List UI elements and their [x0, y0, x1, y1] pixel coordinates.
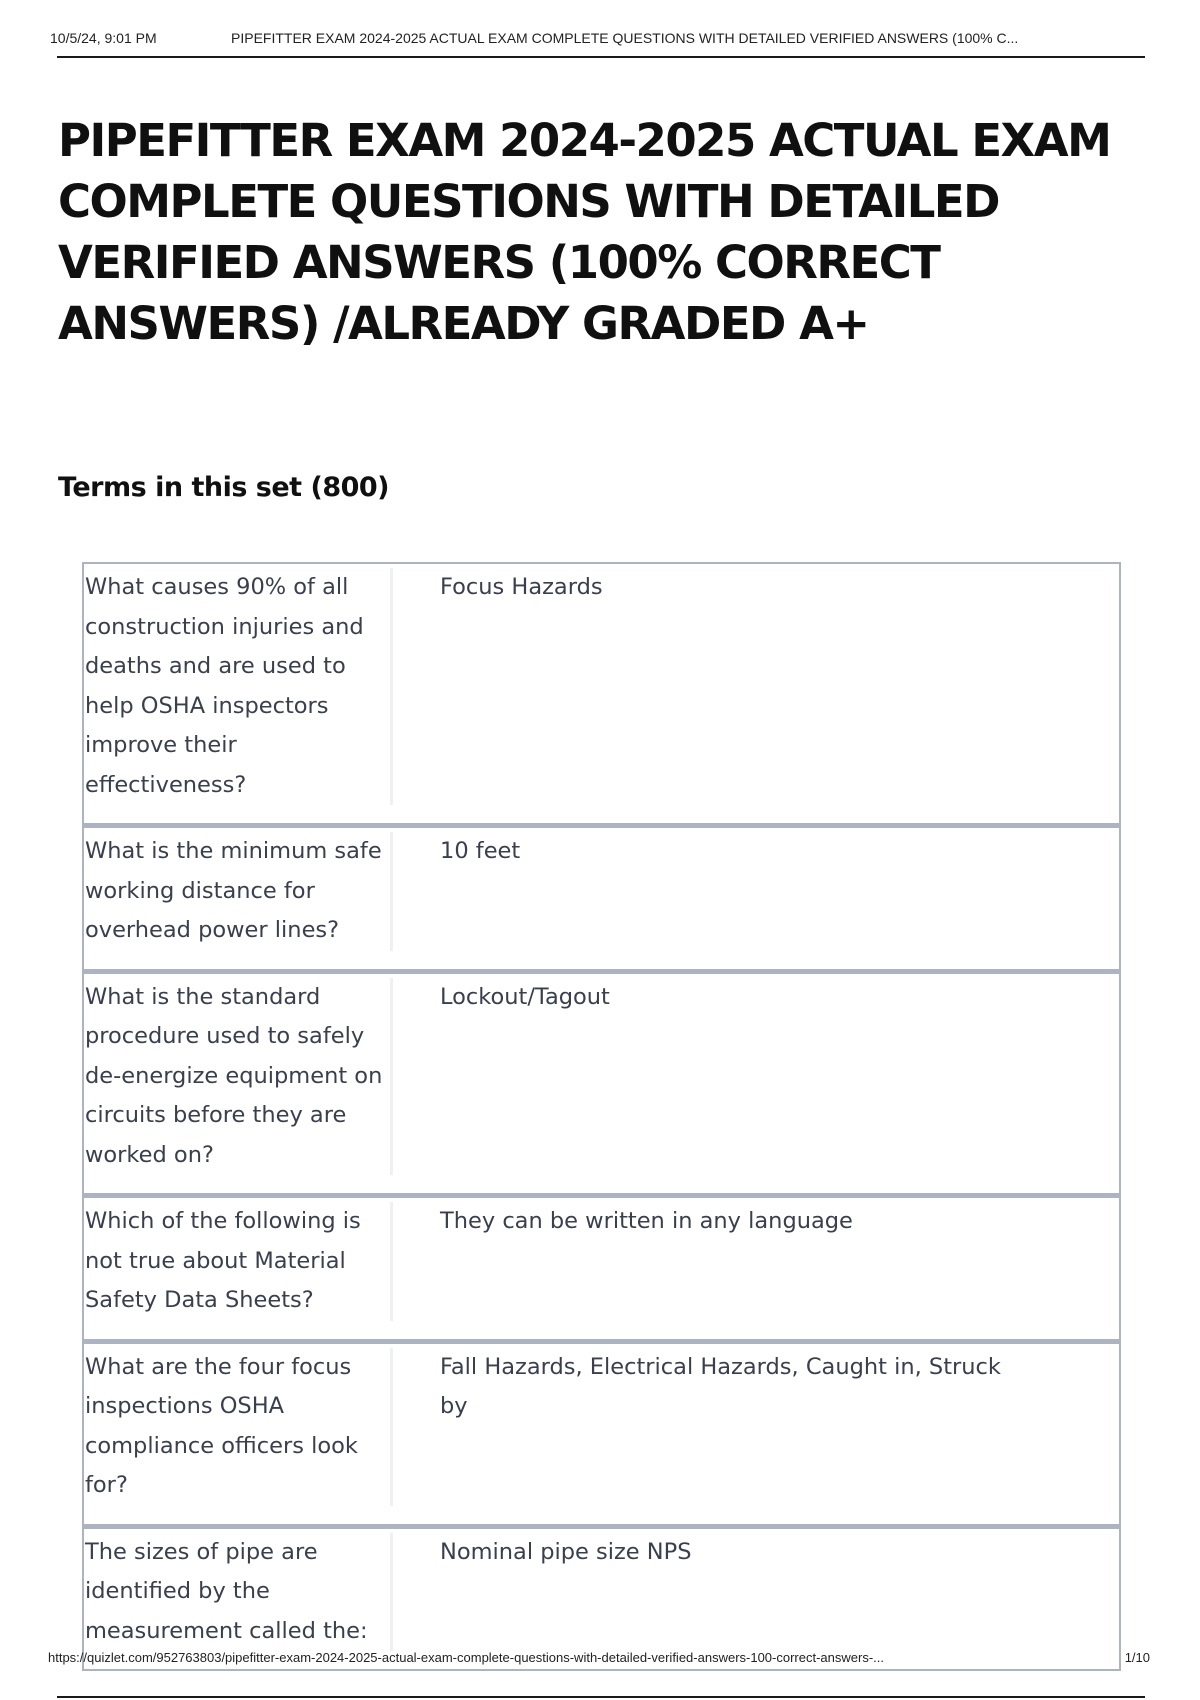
page-number: 1/10 — [1124, 1650, 1150, 1665]
print-header — [50, 30, 1150, 56]
definition-text: Nominal pipe size NPS — [440, 1538, 692, 1565]
source-url[interactable]: https://quizlet.com/952763803/pipefitter-exam-2024-2025-actual-exam-complete-questions-with-detailed-verified-answers-100-correct-answers-... — [48, 1650, 884, 1665]
print-header-title: PIPEFITTER EXAM 2024-2025 ACTUAL EXAM COMPLETE QUESTIONS WITH DETAILED VERIFIED ANSWERS (100% C... — [231, 30, 1019, 46]
definition-text: Fall Hazards, Electrical Hazards, Caught in, Struck by — [440, 1353, 1001, 1419]
term-row — [82, 562, 1121, 825]
terms-list — [82, 562, 1121, 1671]
term-text: Which of the following is not true about Material Safety Data Sheets? — [84, 1202, 393, 1321]
term-text: What is the standard procedure used to safely de-energize equipment on circuits before they are worked on? — [84, 978, 393, 1176]
definition-text: They can be written in any language — [440, 1208, 853, 1234]
term-row — [82, 971, 1121, 1196]
definition-text: 10 feet — [440, 838, 521, 864]
term-text: The sizes of pipe are identified by the measurement called the: — [84, 1533, 393, 1652]
footer-divider — [57, 1696, 1145, 1698]
term-row — [82, 825, 1121, 971]
page-title: PIPEFITTER EXAM 2024-2025 ACTUAL EXAM COMPLETE QUESTIONS WITH DETAILED VERIFIED ANSWERS (100% CORRECT ANSWERS) /ALREADY GRADED A+ — [58, 114, 1111, 350]
term-text: What are the four focus inspections OSHA compliance officers look for? — [84, 1348, 393, 1506]
term-row — [82, 1195, 1121, 1341]
term-text: What causes 90% of all construction injuries and deaths and are used to help OSHA inspectors improve their effectiveness? — [84, 568, 393, 805]
term-text: What is the minimum safe working distance for overhead power lines? — [84, 832, 393, 951]
terms-heading: Terms in this set (800) — [58, 472, 390, 503]
header-divider — [57, 56, 1145, 58]
definition-text: Focus Hazards — [440, 574, 603, 600]
print-date: 10/5/24, 9:01 PM — [50, 30, 157, 46]
print-footer — [48, 1650, 1150, 1672]
term-row — [82, 1341, 1121, 1526]
definition-text: Lockout/Tagout — [440, 983, 610, 1010]
